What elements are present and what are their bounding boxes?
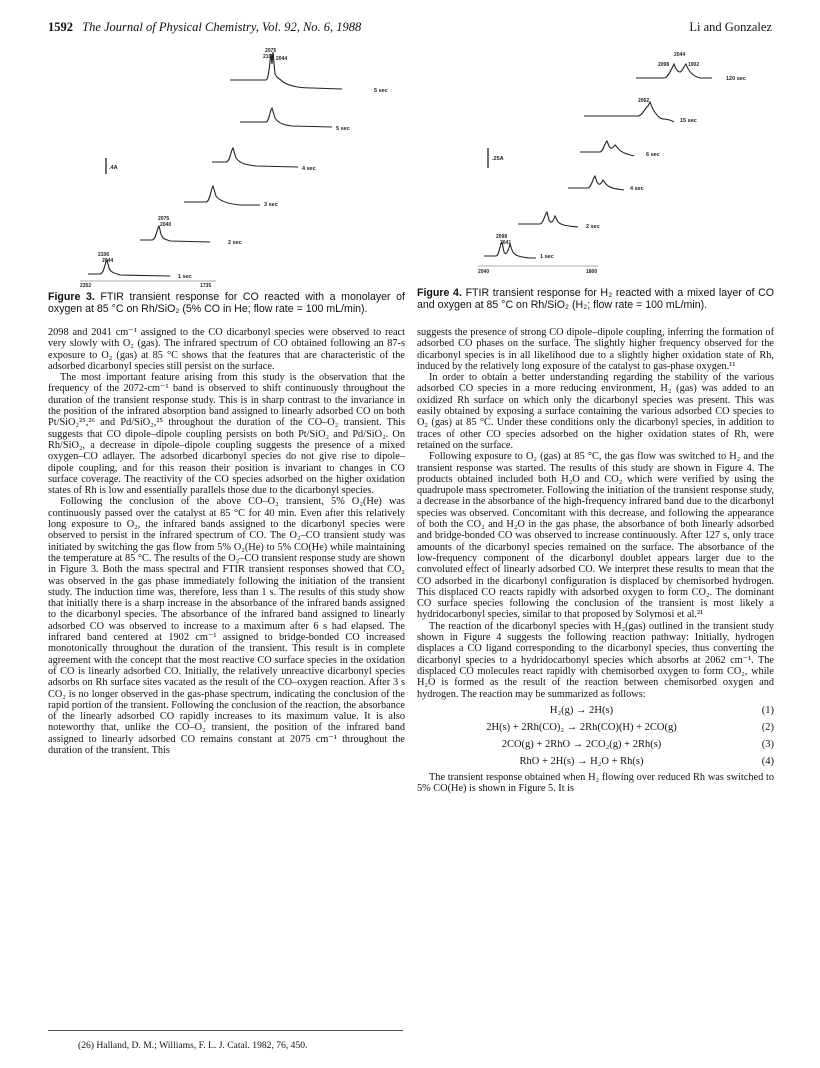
fig3-peak-label: 2106 [98, 252, 110, 258]
fig4-peak-label: 1902 [688, 62, 700, 68]
fig3-peak-label: 2044 [276, 56, 288, 62]
equation-number: (2) [761, 721, 774, 733]
running-header [48, 20, 772, 36]
fig3-peak-label: 2108 [263, 54, 275, 60]
fig4-time-label: 15 sec [680, 118, 697, 124]
fig4-trace-4 [568, 176, 624, 190]
figure-3-caption [48, 291, 405, 316]
right-column [417, 327, 774, 794]
fig4-peak-label: 2041 [500, 240, 512, 246]
left-column [48, 327, 405, 756]
fig4-x-tick: 1800 [586, 269, 598, 275]
fig4-trace-1 [636, 64, 712, 78]
paragraph: The transient response obtained when H₂ flowing over reduced Rh was switched to 5% CO(He) is shown in Figure 5. It is [417, 771, 774, 795]
figure-3-caption-text: FTIR transient response for CO reacted with a monolayer of oxygen at 85 °C on Rh/SiO₂ (5% CO in He; flow rate = 100 mL/min). [48, 291, 405, 316]
fig4-trace-2 [584, 102, 674, 122]
fig3-time-label: 5 sec [336, 126, 350, 132]
equation-expression: H₂(g) → 2H(s) [549, 704, 614, 716]
fig4-trace-3 [580, 141, 634, 156]
paragraph: suggests the presence of strong CO dipole–dipole coupling, inferring the formation of adsorbed CO phases on the surface. The slightly higher frequency observed for the dicarbonyl species is in all likelihood due to a slightly higher oxidation state of Rh, induced by the relatively long exposure of the catalyst to gas-phase oxygen.¹¹ [417, 327, 774, 372]
fig4-time-label: 1 sec [540, 254, 554, 260]
figure-3-caption-label: Figure 3. [48, 291, 95, 303]
figure-3-spectra [80, 44, 410, 288]
fig3-time-label: 1 sec [178, 274, 192, 280]
fig4-peak-label: 2044 [674, 52, 686, 58]
author-names: Li and Gonzalez [689, 20, 772, 34]
figure-4-spectra [478, 44, 778, 280]
fig3-peak-label: 2040 [160, 222, 172, 228]
fig3-x-tick: 1735 [200, 283, 212, 288]
equation-number: (3) [761, 738, 774, 750]
fig4-trace-5 [518, 212, 578, 227]
paragraph: 2098 and 2041 cm⁻¹ assigned to the CO dicarbonyl species were observed to react very slowly with O₂ (gas). The infrared spectrum of CO obtained following an 87-s exposure to O₂ (gas) at 85 °C shows that the features that are characteristic of the adsorbed dicarbonyl species still persist on the surface. [48, 327, 405, 372]
fig3-time-label: 4 sec [302, 166, 316, 172]
equation [417, 719, 774, 736]
equation-expression: 2H(s) + 2Rh(CO)₂ → 2Rh(CO)(H) + 2CO(g) [486, 721, 677, 733]
fig4-x-tick: 2040 [478, 269, 490, 275]
fig4-scale-label: .25A [492, 156, 504, 162]
paragraph: Following exposure to O₂ (gas) at 85 °C, the gas flow was switched to H₂ and the transient response was started. The results of this study are shown in Figure 4. The products obtained included both H₂O and CO₂ which were verified by using the quadrupole mass spectrometer. Following the initiation of the transient response study, a decrease in the absorbance of the high-frequency infrared band due to the dicarbonyl species was observed. Concomitant with this decrease, and following the appearance of both the CO₂ and H₂O in the gas phase, the absorbance of both linearly adsorbed and bridge-bonded CO was observed to increase continuously. After 127 s, only trace amounts of the dicarbonyl species remained on the surface. The absorbance of the low-frequency component of the dicarbonyl doublet appears larger due to the convoluted effect of linearly adsorbed CO. We interpret these results to mean that the CO adsorbed in the dicarbonyl configuration is displaced by chemisorbed hydrogen. This displaced CO reacts rapidly with adsorbed oxygen to form CO₂. The dominant CO surface species following the conclusion of the transient is most likely a hydridocarbonyl species, similar to that proposed by Solymosi et al.²¹ [417, 451, 774, 621]
paragraph: The reaction of the dicarbonyl species with H₂(gas) outlined in the transient study shown in Figure 4 suggests the following reaction pathway: Initially, hydrogen displaces a CO ligand corresponding to the dicarbonyl species, thus converting the dicarbonyl species to a hydridocarbonyl species which absorbs at 2062 cm⁻¹. The displaced CO molecules react rapidly with chemisorbed oxygen to form CO₂, while H₂O is formed as the result of the reaction between chemisorbed oxygen and hydrogen. The reaction may be summarized as follows: [417, 620, 774, 700]
fig4-time-label: 2 sec [586, 224, 600, 230]
footnote-rule [48, 1030, 403, 1031]
figure-4-caption [417, 287, 774, 312]
equation [417, 702, 774, 719]
fig3-trace-4 [184, 186, 260, 205]
paragraph: In order to obtain a better understanding regarding the stability of the various adsorbed CO species in a more reducing environment, H₂ (gas) was added to an oxidized Rh surface on which only the dicarbonyl species was present. This was easily obtained by exposing a surface containing the various adsorbed CO species to O₂ (gas) at 85 °C. Under these conditions only the dicarbonyl species, in addition to traces of other CO species adsorbed on the higher oxidation states of Rh, were retained on the surface. [417, 372, 774, 451]
figure-4-caption-label: Figure 4. [417, 287, 462, 299]
equation-block [417, 702, 774, 770]
equation-expression: 2CO(g) + 2RhO → 2CO₂(g) + 2Rh(s) [501, 738, 662, 750]
fig3-peak-label: 2075 [265, 48, 277, 54]
equation-number: (1) [761, 704, 774, 716]
paragraph: Following the conclusion of the above CO–O₂ transient, 5% O₂(He) was continuously passed over the catalyst at 85 °C for 40 min. Even after this relatively long exposure to O₂, the infrared bands assigned to the dicarbonyl species were observed to persist in the infrared spectrum of CO. The O₂–CO transient study was initiated by switching the gas flow from 5% O₂(He) to 5% CO(He) while maintaining the temperature at 85 °C. The results of the O₂–CO transient response study are shown in Figure 3. Both the mass spectral and FTIR transient responses showed that CO₂ was observed in the gas phase immediately following the initiation of the transient study. The induction time was, therefore, less than 1 s. The results of this study show that initially there is a sharp increase in the absorbance of the infrared bands assigned to the dicarbonyl species. The absorbance of the infrared band assigned to linearly adsorbed CO was observed to increase to a maximum after 6 s had elapsed. The infrared band centered at 1902 cm⁻¹ assigned to bridge-bonded CO increased monotonically throughout the duration of the transient. This result is in complete agreement with the concept that the most reactive CO surface species in the oxidation of CO is linearly adsorbed CO. Initially, the relatively unreactive dicarbonyl species adsorbs on Rh surface sites vacated as the result of the CO–oxygen reaction. After 3 s CO₂ is no longer observed in the gas-phase spectrum, indicating the conclusion of the rapid portion of the transient. Following the conclusion of the reaction, the absorbance of the linearly adsorbed CO rapidly increases to its maximum value. It is also noteworthy that, unlike the CO–O₂ transient, the position of the infrared band assigned to linearly adsorbed CO remains constant at 2075 cm⁻¹ throughout the duration of the transient. This [48, 496, 405, 756]
fig4-peak-label: 2098 [658, 62, 670, 68]
equation [417, 753, 774, 770]
fig3-trace-3 [212, 148, 298, 167]
equation-expression: RhO + 2H(s) → H₂O + Rh(s) [519, 755, 644, 767]
figure-4-caption-text: FTIR transient response for H₂ reacted with a mixed layer of CO and oxygen at 85 °C on Rh/SiO₂ (H₂; flow rate = 100 mL/min). [417, 287, 774, 312]
equation [417, 736, 774, 753]
fig3-trace-2 [240, 108, 332, 127]
fig4-peak-label: 2098 [496, 234, 508, 240]
paragraph: The most important feature arising from this study is the observation that the frequency of the 2072-cm⁻¹ band is observed to shift continuously throughout the duration of the transient response study. This is in sharp contrast to the invariance in the position of the infrared absorption band assigned to linearly adsorbed CO on both Pt/SiO₂²⁵,²⁶ and Pd/SiO₂,²⁵ throughout the duration of the CO–O₂ transient. This suggests that CO dipole–dipole coupling persists on both Pt/SiO₂ and Pd/SiO₂. On Rh/SiO₂, a decrease in dipole–dipole coupling suggests the presence of a mixed oxygen–CO adlayer. The adsorbed dicarbonyl species do not give rise to dipole–dipole coupling, and for this reason their position is invariant to changes in CO surface coverage. The reactivity of the CO species adsorbed on the higher oxidation states of Rh is low and essentially parallels those due to the dicarbonyl species. [48, 372, 405, 497]
fig4-time-label: 4 sec [630, 186, 644, 192]
fig4-time-label: 6 sec [646, 152, 660, 158]
footnote: (26) Halland, D. M.; Williams, F. L. J. Catal. 1982, 76, 450. [78, 1040, 308, 1051]
fig3-time-label: 2 sec [228, 240, 242, 246]
equation-number: (4) [761, 755, 774, 767]
fig3-trace-6 [88, 260, 170, 276]
fig3-trace-5 [140, 226, 210, 242]
fig3-time-label: 5 sec [374, 88, 388, 94]
fig3-scale-label: .4A [109, 165, 118, 171]
figure-3 [80, 44, 410, 288]
fig4-peak-label: 2062 [638, 98, 650, 104]
fig3-x-tick: 2352 [80, 283, 92, 288]
journal-title: The Journal of Physical Chemistry, Vol. 92, No. 6, 1988 [82, 20, 362, 34]
fig3-peak-label: 2075 [158, 216, 170, 222]
fig3-peak-label: 2044 [102, 258, 114, 264]
page-number: 1592 [48, 20, 73, 34]
figure-4 [478, 44, 778, 280]
fig4-time-label: 120 sec [726, 76, 746, 82]
fig3-time-label: 3 sec [264, 202, 278, 208]
